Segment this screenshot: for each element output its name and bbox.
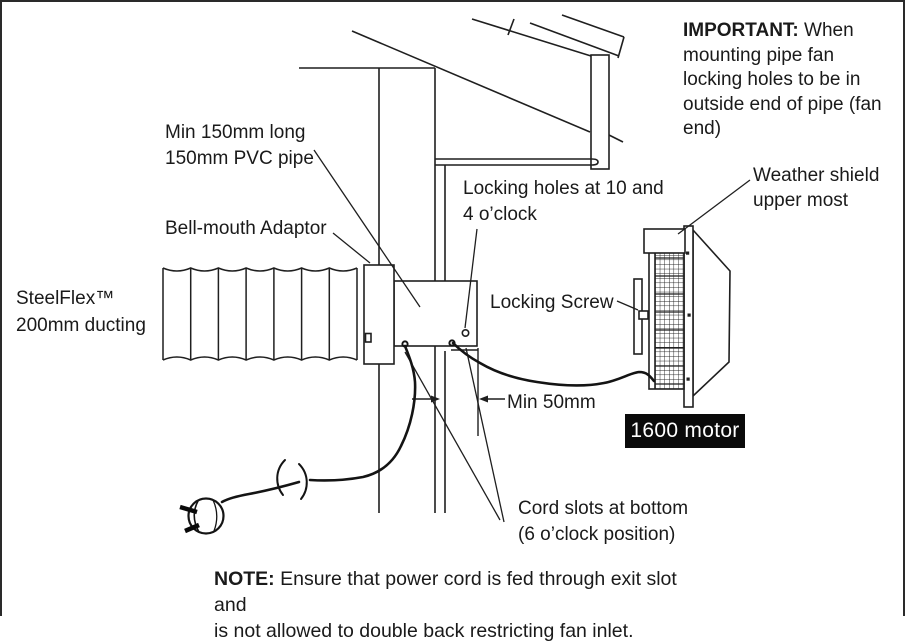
label-pvc-pipe: Min 150mm long 150mm PVC pipe [165, 122, 314, 169]
label-important: IMPORTANT: When mounting pipe fan locking holes to be in outside end of pipe (fan end) [683, 20, 882, 139]
adaptor-clip [366, 334, 372, 343]
locking-hole [462, 330, 468, 336]
arrow-left-icon [479, 396, 488, 403]
ducting-drawing [163, 268, 357, 360]
leader-bell-mouth [333, 233, 370, 263]
bell-mouth-adaptor-drawing [364, 265, 394, 364]
label-bell-mouth-adaptor: Bell-mouth Adaptor [165, 218, 327, 239]
label-cord-slots: Cord slots at bottom (6 o’clock position) [518, 498, 689, 545]
dimension-min-50mm [412, 348, 505, 436]
cord-break-marks [277, 460, 307, 499]
motor-badge: 1600 motor [625, 414, 745, 448]
roof-drawing [352, 15, 624, 169]
label-min-50mm: Min 50mm [507, 392, 596, 413]
fan-guard-mesh [655, 252, 684, 389]
ducting-top-edge [163, 268, 357, 271]
important-prefix: IMPORTANT: [683, 20, 799, 41]
eave-ledge [435, 159, 598, 165]
label-locking-screw: Locking Screw [490, 292, 614, 313]
fan-assembly-drawing [634, 226, 730, 407]
power-cord-drawing [222, 340, 654, 502]
leader-weather-shield [678, 180, 750, 234]
ducting-bottom-edge [163, 357, 357, 360]
cord-fan-to-pipe [453, 343, 654, 386]
label-locking-holes: Locking holes at 10 and 4 o’clock [463, 178, 664, 225]
motor-cone [693, 230, 730, 396]
ducting-ribs [163, 268, 357, 360]
label-weather-shield: Weather shield upper most [753, 165, 880, 211]
locking-screw [639, 311, 648, 319]
fascia-board [591, 55, 609, 169]
label-steelflex-ducting: SteelFlex™ 200mm ducting [16, 288, 146, 336]
leader-cord-slot-2 [466, 348, 504, 522]
cord-adaptor-down [310, 346, 415, 480]
label-note: NOTE: Ensure that power cord is fed through exit slot and is not allowed to double back restricting fan inlet. [214, 568, 677, 642]
cord-to-plug [222, 482, 299, 502]
power-plug-icon [180, 499, 224, 534]
note-prefix: NOTE: [214, 568, 275, 590]
